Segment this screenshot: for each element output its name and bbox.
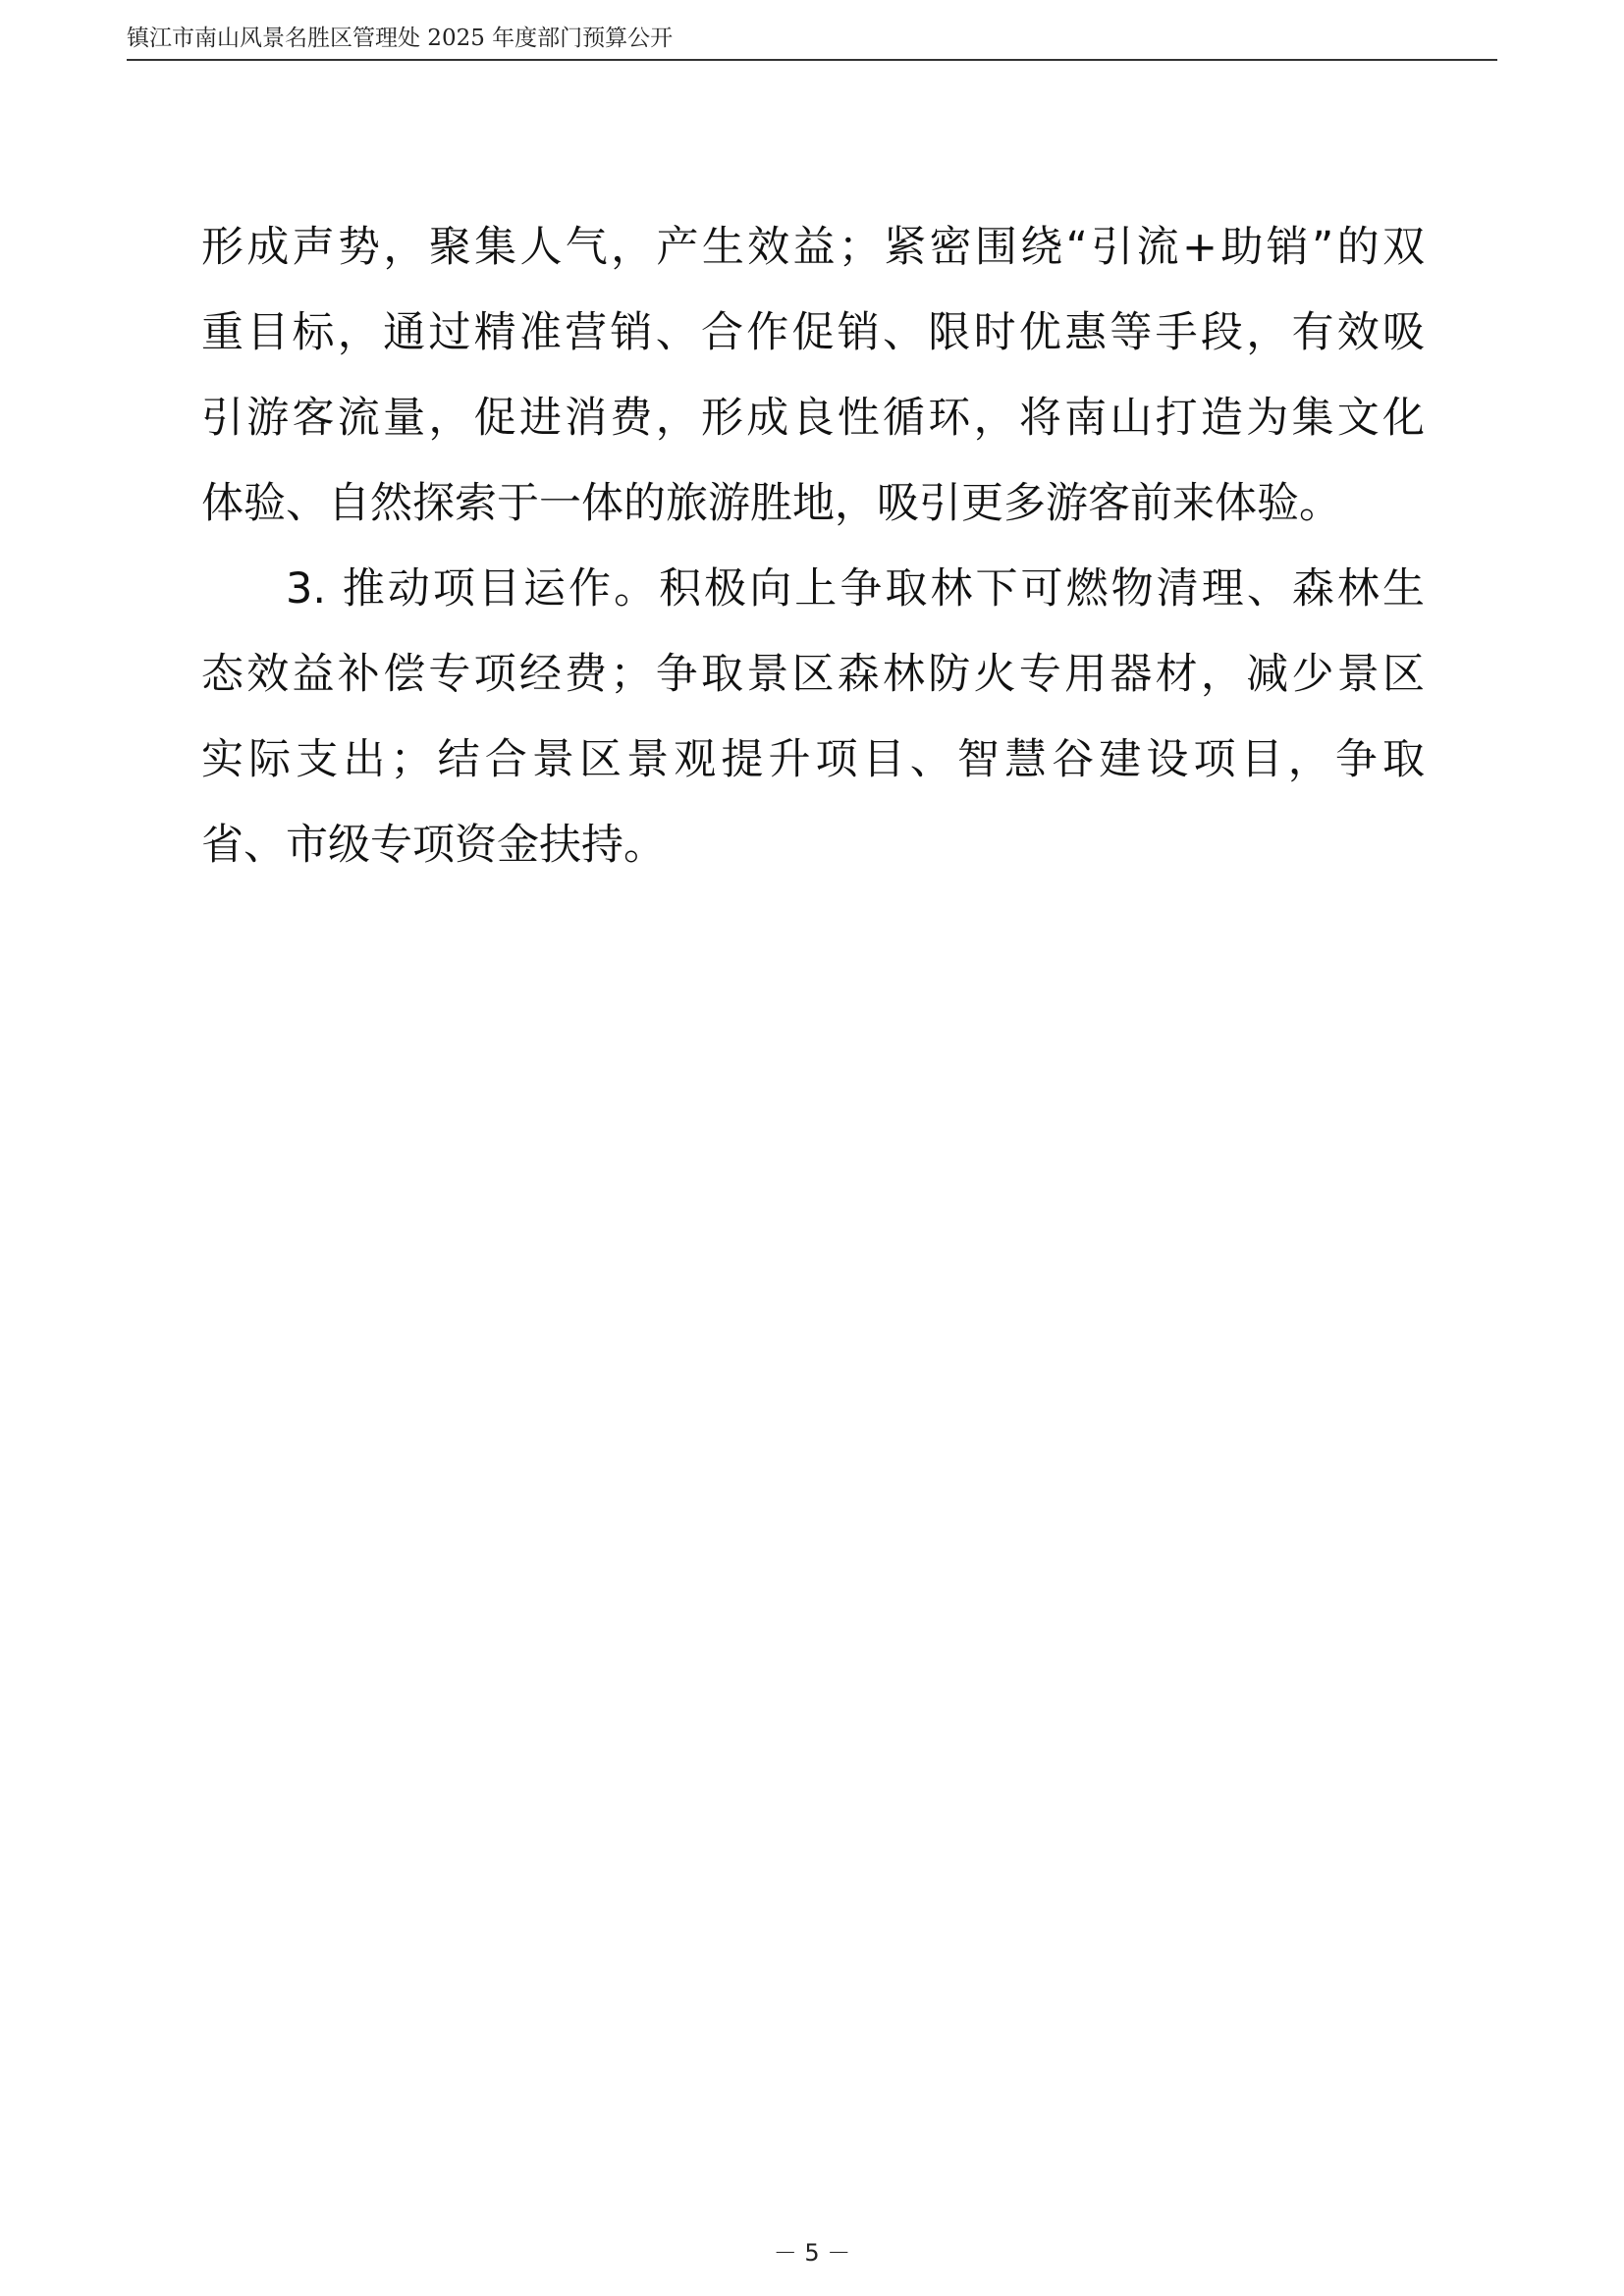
body-line: 引游客流量，促进消费，形成良性循环，将南山打造为集文化 [201, 394, 1425, 443]
document-body [201, 218, 1425, 901]
header-title: 镇江市南山风景名胜区管理处 2025 年度部门预算公开 [127, 26, 674, 51]
body-line: 3. 推动项目运作。积极向上争取林下可燃物清理、森林生 [286, 564, 1425, 614]
page-header [127, 22, 1497, 61]
page-number: － 5 － [773, 2239, 851, 2267]
body-line: 省、市级专项资金扶持。 [201, 821, 666, 870]
body-line: 态效益补偿专项经费；争取景区森林防火专用器材，减少景区 [201, 650, 1425, 699]
body-line: 形成声势，聚集人气，产生效益；紧密围绕“引流+助销”的双 [201, 223, 1425, 272]
body-line: 重目标，通过精准营销、合作促销、限时优惠等手段，有效吸 [201, 308, 1425, 357]
body-line: 体验、自然探索于一体的旅游胜地，吸引更多游客前来体验。 [201, 479, 1341, 528]
body-line: 实际支出；结合景区景观提升项目、智慧谷建设项目，争取 [201, 735, 1425, 784]
